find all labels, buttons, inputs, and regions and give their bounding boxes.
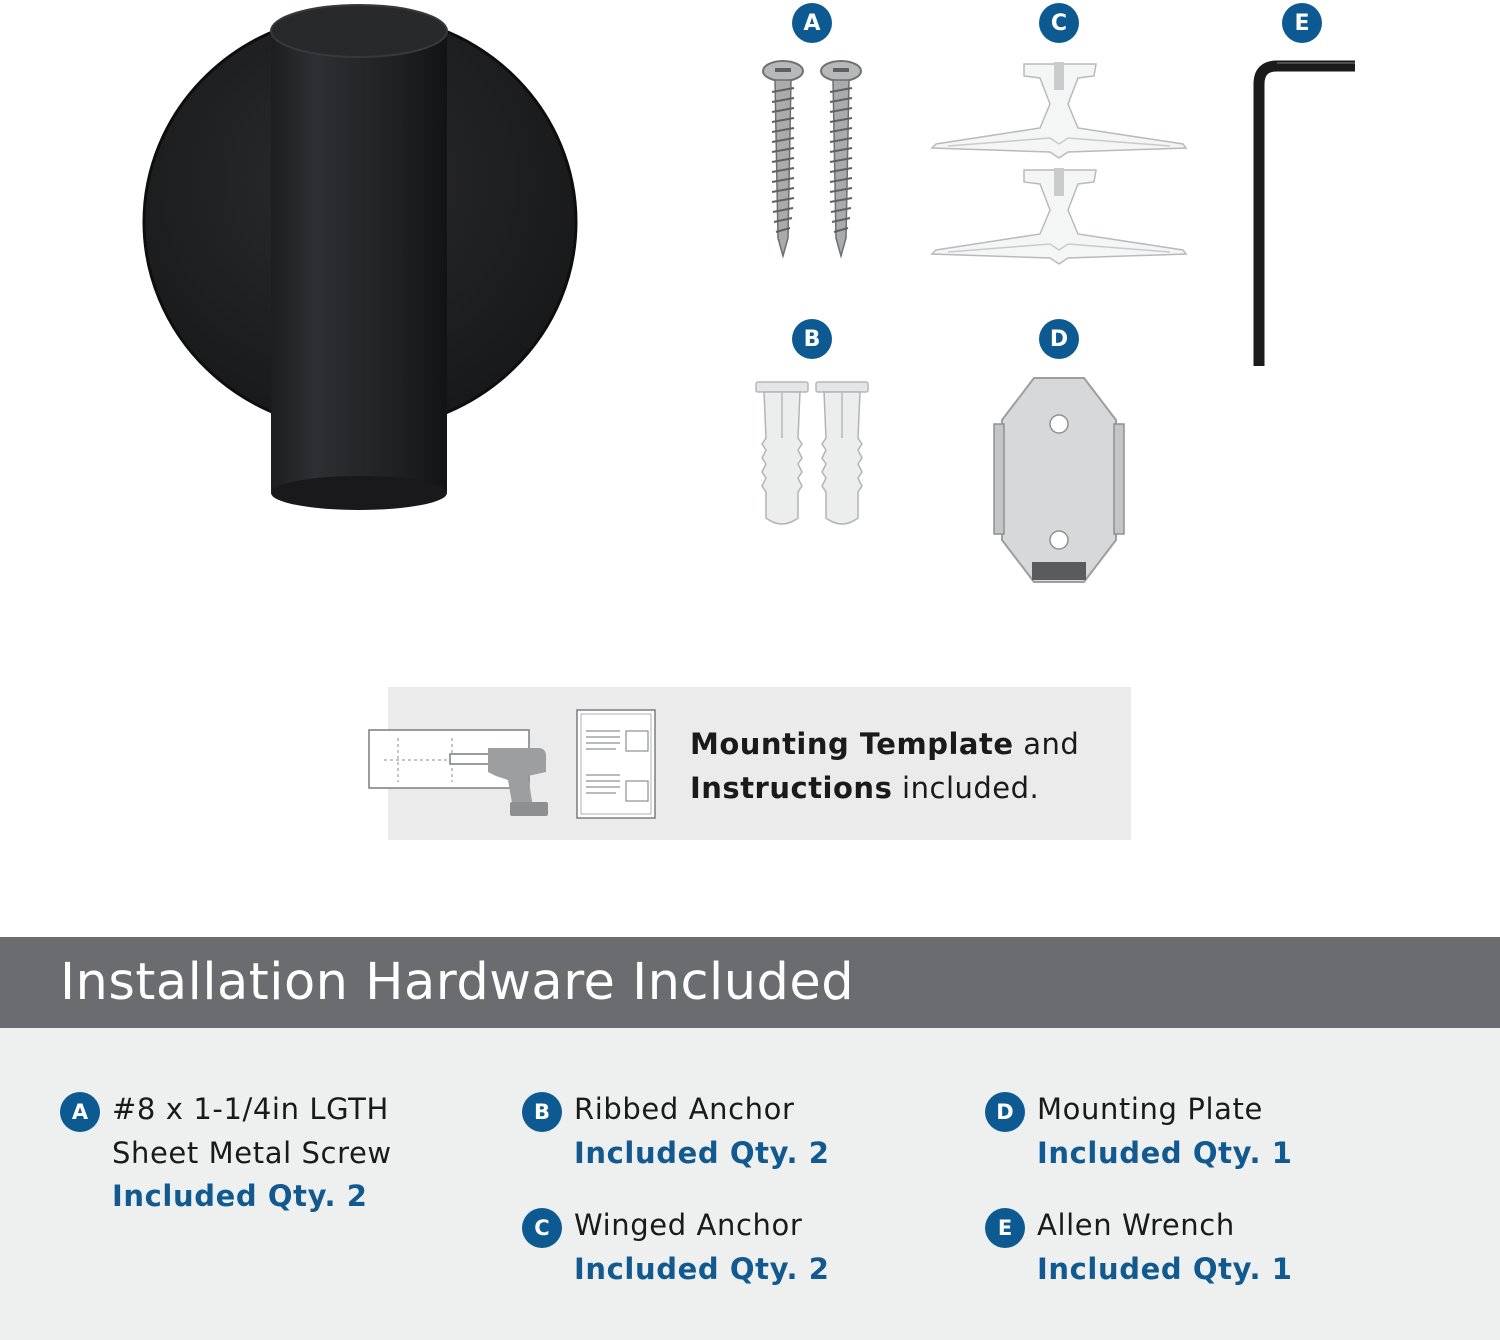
item-e-name: Allen Wrench: [1037, 1208, 1235, 1242]
part-a-badge: A: [792, 3, 832, 43]
list-badge-d: D: [985, 1092, 1025, 1132]
part-d-badge: D: [1039, 319, 1079, 359]
instructions-label: Instructions: [690, 771, 893, 805]
part-c-badge: C: [1039, 3, 1079, 43]
item-b-qty: Included Qty. 2: [574, 1135, 830, 1170]
item-e-qty: Included Qty. 1: [1037, 1251, 1293, 1286]
and-text: and: [1013, 727, 1080, 761]
allen-wrench-icon: [1245, 58, 1360, 370]
drill-template-icon: [368, 726, 553, 821]
robe-hook-image: [130, 0, 590, 520]
part-b-badge: B: [792, 319, 832, 359]
instructions-document-icon: [576, 709, 658, 821]
sheet-metal-screw-icon: [755, 58, 875, 263]
mounting-plate-icon: [990, 374, 1128, 589]
item-c-qty: Included Qty. 2: [574, 1251, 830, 1286]
item-a-name-line1: #8 x 1-1/4in LGTH: [112, 1092, 389, 1126]
included-text: included.: [892, 771, 1040, 805]
list-badge-b: B: [522, 1092, 562, 1132]
section-title: Installation Hardware Included: [60, 953, 855, 1012]
list-badge-a: A: [60, 1092, 100, 1132]
ribbed-anchor-icon: [752, 378, 877, 533]
item-c-name: Winged Anchor: [574, 1208, 803, 1242]
item-a-name-line2: Sheet Metal Screw: [112, 1135, 392, 1170]
part-e-badge: E: [1282, 3, 1322, 43]
mounting-template-caption: [690, 722, 1079, 810]
list-badge-c: C: [522, 1208, 562, 1248]
item-a-qty: Included Qty. 2: [112, 1179, 368, 1213]
item-d-name: Mounting Plate: [1037, 1092, 1263, 1126]
winged-anchor-icon: [928, 58, 1190, 268]
mounting-template-label: Mounting Template: [690, 727, 1014, 761]
list-badge-e: E: [985, 1208, 1025, 1248]
item-d-qty: Included Qty. 1: [1037, 1135, 1293, 1170]
item-b-name: Ribbed Anchor: [574, 1092, 795, 1126]
